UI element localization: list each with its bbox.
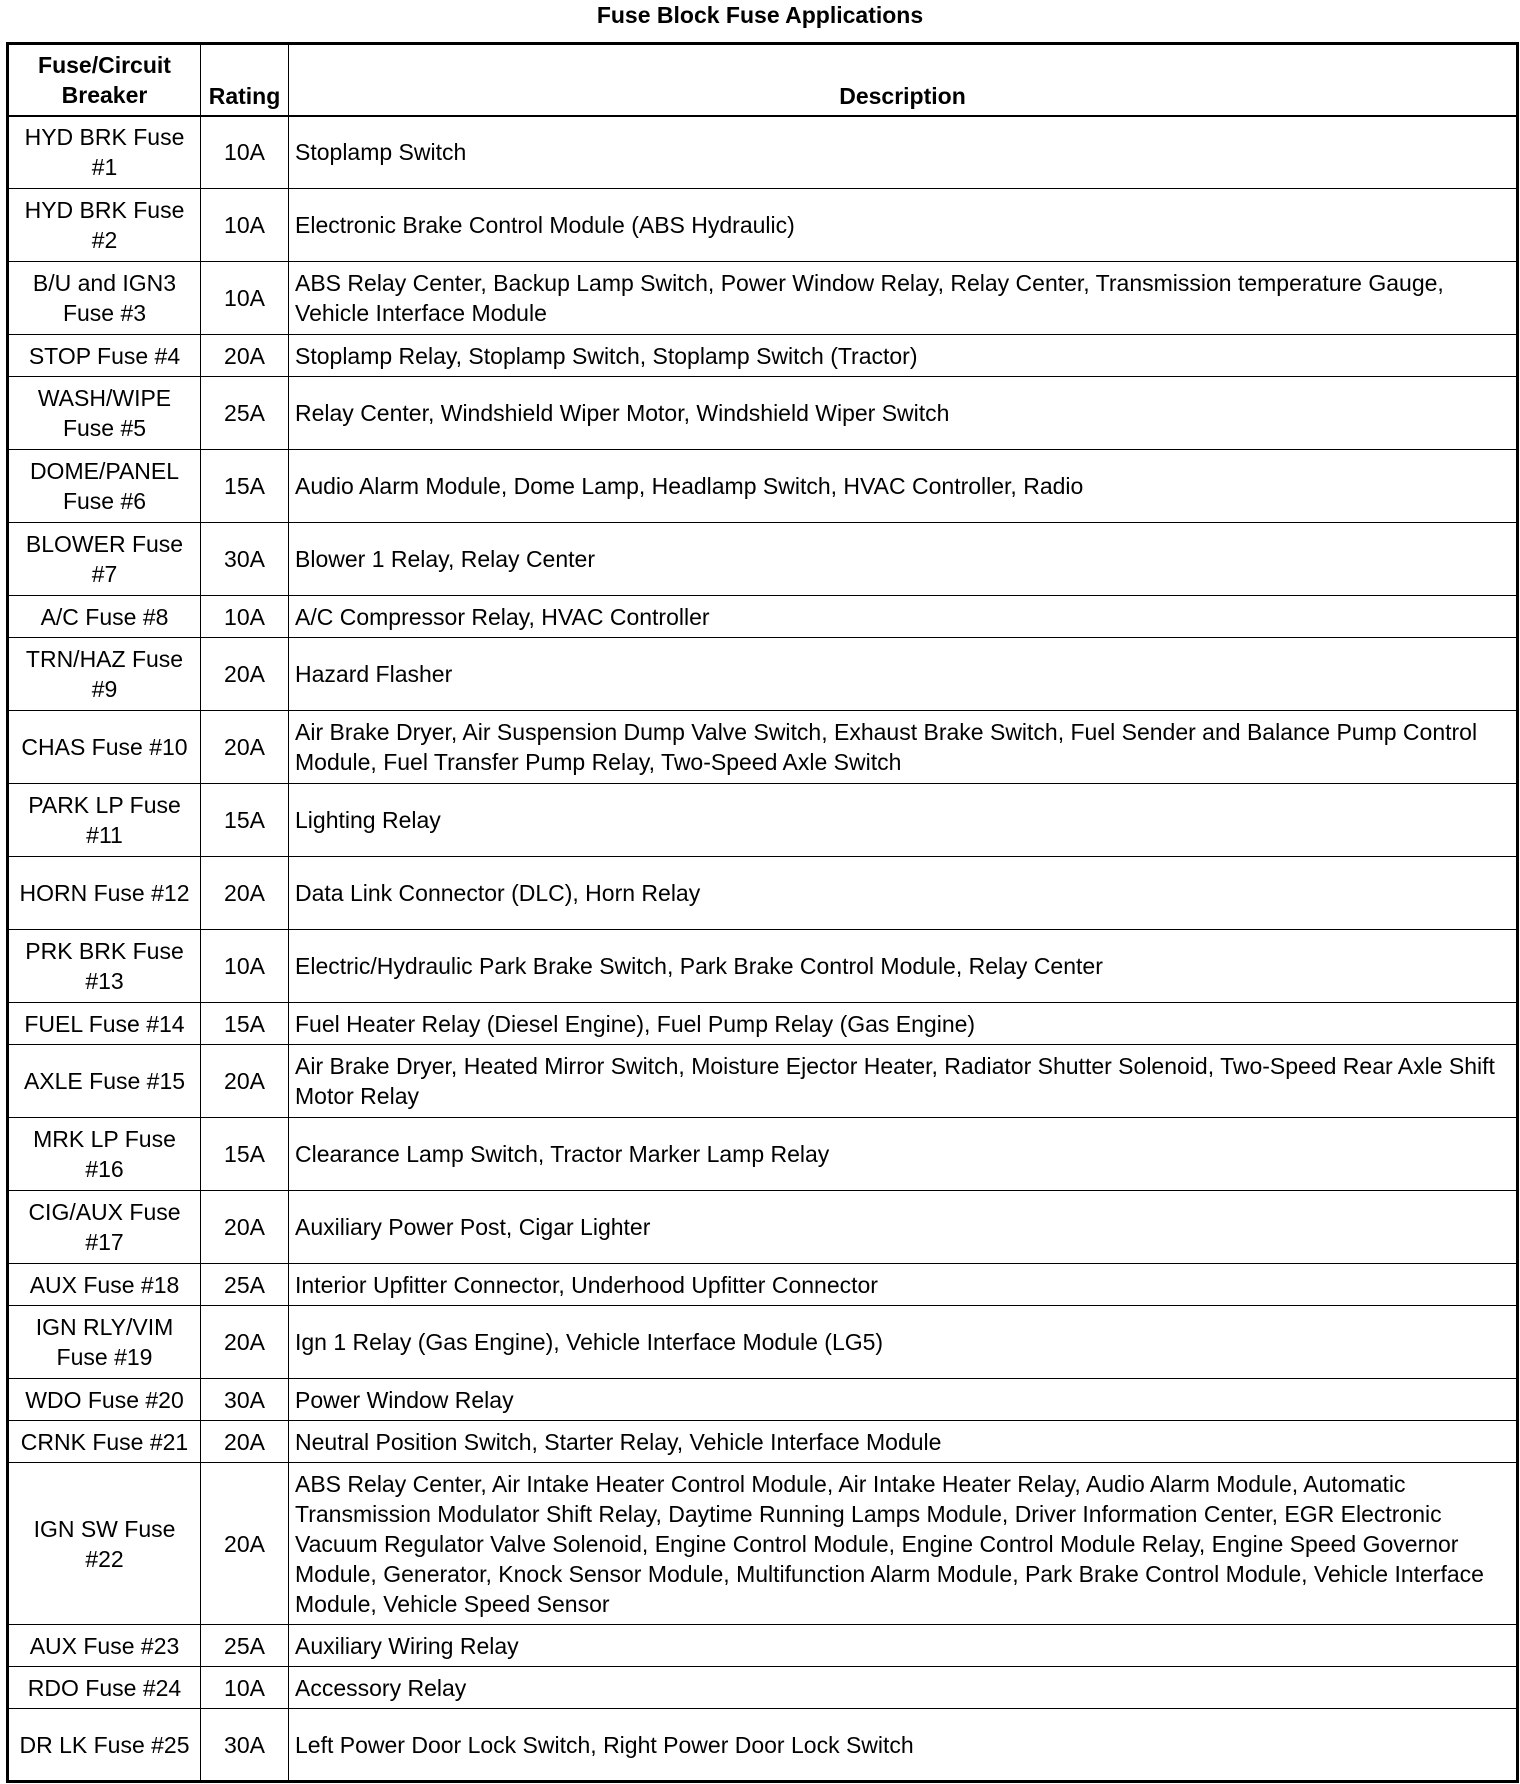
table-row <box>8 335 1518 377</box>
rating-cell: 30A <box>201 1709 289 1782</box>
table-row <box>8 450 1518 523</box>
table-row <box>8 1264 1518 1306</box>
rating-cell: 25A <box>201 377 289 450</box>
rating-cell: 10A <box>201 1667 289 1709</box>
rating-cell: 10A <box>201 596 289 638</box>
fuse-cell: HYD BRK Fuse #2 <box>8 189 201 262</box>
description-cell: Clearance Lamp Switch, Tractor Marker Lamp Relay <box>289 1118 1518 1191</box>
fuse-cell: PRK BRK Fuse #13 <box>8 930 201 1003</box>
table-row <box>8 857 1518 930</box>
table-title: Fuse Block Fuse Applications <box>596 2 924 28</box>
table-row <box>8 1463 1518 1625</box>
header-row <box>8 44 1518 116</box>
table-row <box>8 1667 1518 1709</box>
fuse-cell: BLOWER Fuse #7 <box>8 523 201 596</box>
fuse-cell: CIG/AUX Fuse #17 <box>8 1191 201 1264</box>
rating-cell: 10A <box>201 116 289 189</box>
fuse-cell: CRNK Fuse #21 <box>8 1421 201 1463</box>
description-cell: Auxiliary Wiring Relay <box>289 1625 1518 1667</box>
table-row <box>8 262 1518 335</box>
fuse-applications-table <box>6 42 1519 1783</box>
rating-cell: 15A <box>201 784 289 857</box>
table-row <box>8 1306 1518 1379</box>
rating-cell: 10A <box>201 930 289 1003</box>
description-cell: Power Window Relay <box>289 1379 1518 1421</box>
fuse-cell: TRN/HAZ Fuse #9 <box>8 638 201 711</box>
rating-cell: 30A <box>201 523 289 596</box>
table-row <box>8 784 1518 857</box>
description-cell: Audio Alarm Module, Dome Lamp, Headlamp Switch, HVAC Controller, Radio <box>289 450 1518 523</box>
description-cell: Fuel Heater Relay (Diesel Engine), Fuel Pump Relay (Gas Engine) <box>289 1003 1518 1045</box>
rating-cell: 15A <box>201 450 289 523</box>
description-cell: Ign 1 Relay (Gas Engine), Vehicle Interface Module (LG5) <box>289 1306 1518 1379</box>
rating-cell: 10A <box>201 262 289 335</box>
description-cell: Data Link Connector (DLC), Horn Relay <box>289 857 1518 930</box>
description-cell: Air Brake Dryer, Heated Mirror Switch, Moisture Ejector Heater, Radiator Shutter Solenoid, Two-Speed Rear Axle Shift Motor Relay <box>289 1045 1518 1118</box>
fuse-cell: PARK LP Fuse #11 <box>8 784 201 857</box>
fuse-cell: CHAS Fuse #10 <box>8 711 201 784</box>
description-cell: Air Brake Dryer, Air Suspension Dump Valve Switch, Exhaust Brake Switch, Fuel Sender and Balance Pump Control Module, Fuel Transfer Pump Relay, Two-Speed Axle Switch <box>289 711 1518 784</box>
table-row <box>8 1045 1518 1118</box>
table-row <box>8 1709 1518 1782</box>
table-row <box>8 1421 1518 1463</box>
description-cell: A/C Compressor Relay, HVAC Controller <box>289 596 1518 638</box>
description-cell: Accessory Relay <box>289 1667 1518 1709</box>
table-row <box>8 638 1518 711</box>
description-cell: Blower 1 Relay, Relay Center <box>289 523 1518 596</box>
description-cell: Hazard Flasher <box>289 638 1518 711</box>
description-cell: Auxiliary Power Post, Cigar Lighter <box>289 1191 1518 1264</box>
rating-cell: 20A <box>201 711 289 784</box>
fuse-cell: IGN RLY/VIM Fuse #19 <box>8 1306 201 1379</box>
rating-cell: 20A <box>201 1463 289 1625</box>
fuse-cell: RDO Fuse #24 <box>8 1667 201 1709</box>
fuse-cell: IGN SW Fuse #22 <box>8 1463 201 1625</box>
rating-cell: 30A <box>201 1379 289 1421</box>
column-header-description: Description <box>289 44 1518 116</box>
rating-cell: 10A <box>201 189 289 262</box>
rating-cell: 20A <box>201 1306 289 1379</box>
fuse-cell: WDO Fuse #20 <box>8 1379 201 1421</box>
description-cell: Lighting Relay <box>289 784 1518 857</box>
rating-cell: 20A <box>201 1191 289 1264</box>
description-cell: Relay Center, Windshield Wiper Motor, Windshield Wiper Switch <box>289 377 1518 450</box>
table-row <box>8 1379 1518 1421</box>
fuse-cell: AXLE Fuse #15 <box>8 1045 201 1118</box>
rating-cell: 15A <box>201 1003 289 1045</box>
column-header-rating: Rating <box>201 44 289 116</box>
description-cell: Electronic Brake Control Module (ABS Hydraulic) <box>289 189 1518 262</box>
rating-cell: 20A <box>201 857 289 930</box>
rating-cell: 20A <box>201 638 289 711</box>
rating-cell: 25A <box>201 1264 289 1306</box>
rating-cell: 25A <box>201 1625 289 1667</box>
description-cell: Stoplamp Switch <box>289 116 1518 189</box>
table-row <box>8 1625 1518 1667</box>
fuse-cell: DOME/PANEL Fuse #6 <box>8 450 201 523</box>
column-header-fuse: Fuse/Circuit Breaker <box>8 44 201 116</box>
rating-cell: 20A <box>201 335 289 377</box>
fuse-cell: DR LK Fuse #25 <box>8 1709 201 1782</box>
table-row <box>8 523 1518 596</box>
table-row <box>8 1003 1518 1045</box>
description-cell: Left Power Door Lock Switch, Right Power Door Lock Switch <box>289 1709 1518 1782</box>
fuse-cell: HORN Fuse #12 <box>8 857 201 930</box>
description-cell: Neutral Position Switch, Starter Relay, Vehicle Interface Module <box>289 1421 1518 1463</box>
table-row <box>8 711 1518 784</box>
fuse-cell: AUX Fuse #18 <box>8 1264 201 1306</box>
table-row <box>8 1118 1518 1191</box>
table-row <box>8 116 1518 189</box>
description-cell: Electric/Hydraulic Park Brake Switch, Park Brake Control Module, Relay Center <box>289 930 1518 1003</box>
table-row <box>8 189 1518 262</box>
fuse-cell: STOP Fuse #4 <box>8 335 201 377</box>
description-cell: Stoplamp Relay, Stoplamp Switch, Stoplamp Switch (Tractor) <box>289 335 1518 377</box>
fuse-cell: FUEL Fuse #14 <box>8 1003 201 1045</box>
table-row <box>8 596 1518 638</box>
fuse-cell: B/U and IGN3 Fuse #3 <box>8 262 201 335</box>
table-row <box>8 930 1518 1003</box>
table-row <box>8 1191 1518 1264</box>
rating-cell: 15A <box>201 1118 289 1191</box>
rating-cell: 20A <box>201 1421 289 1463</box>
fuse-cell: WASH/WIPE Fuse #5 <box>8 377 201 450</box>
fuse-cell: HYD BRK Fuse #1 <box>8 116 201 189</box>
description-cell: ABS Relay Center, Backup Lamp Switch, Power Window Relay, Relay Center, Transmission temperature Gauge, Vehicle Interface Module <box>289 262 1518 335</box>
description-cell: ABS Relay Center, Air Intake Heater Control Module, Air Intake Heater Relay, Audio Alarm Module, Automatic Transmission Modulator Shift Relay, Daytime Running Lamps Module, Driver Information Center, EGR Electronic Vacuum Regulator Valve Solenoid, Engine Control Module, Engine Control Module Relay, Engine Speed Governor Module, Generator, Knock Sensor Module, Multifunction Alarm Module, Park Brake Control Module, Vehicle Interface Module, Vehicle Speed Sensor <box>289 1463 1518 1625</box>
table-row <box>8 377 1518 450</box>
rating-cell: 20A <box>201 1045 289 1118</box>
fuse-cell: AUX Fuse #23 <box>8 1625 201 1667</box>
description-cell: Interior Upfitter Connector, Underhood Upfitter Connector <box>289 1264 1518 1306</box>
fuse-cell: MRK LP Fuse #16 <box>8 1118 201 1191</box>
fuse-cell: A/C Fuse #8 <box>8 596 201 638</box>
